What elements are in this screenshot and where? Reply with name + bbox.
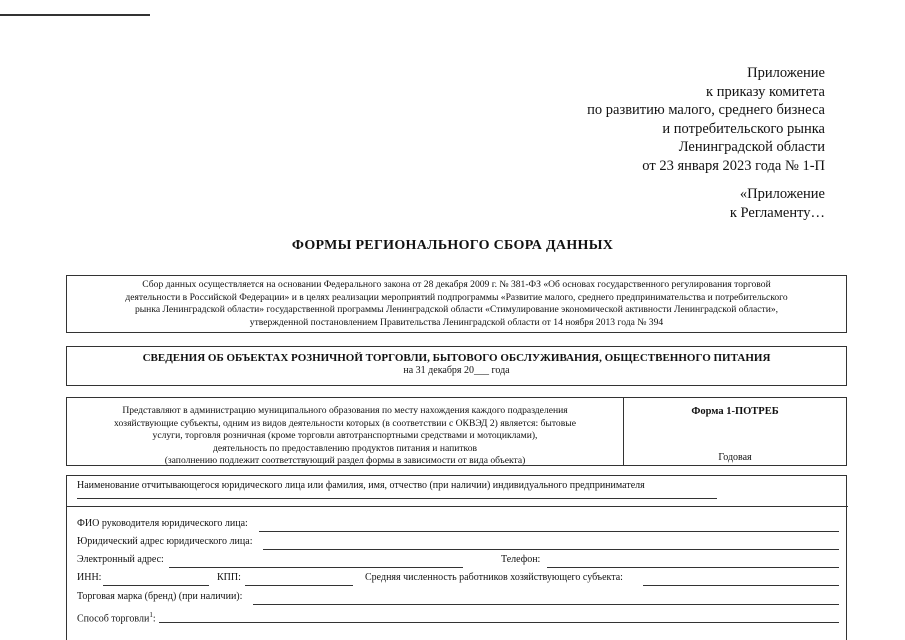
entity-name-label: Наименование отчитывающегося юридического лица или фамилия, имя, отчество (при наличии) индивидуального предпринимателя [77,480,645,491]
basis-line: утвержденной постановлением Правительства Ленинградской области от 14 ноября 2013 года № 394 [249,316,664,328]
submit-line: услуги, торговля розничная (кроме торговли автотранспортными средствами и мотоциклами), [152,430,538,442]
submit-box [66,397,624,466]
kpp-label: КПП: [217,572,241,583]
legal-address-label: Юридический адрес юридического лица: [77,536,253,547]
trade-method-field[interactable] [159,622,839,623]
appendix-line: по развитию малого, среднего бизнеса [587,102,825,118]
trade-method-colon: : [152,613,156,625]
footnote-marker: 1 [149,611,153,619]
phone-field[interactable] [547,567,839,568]
divider [67,506,848,507]
basis-line: деятельности в Российской Федерации» и в целях реализации мероприятий подпрограммы «Развитие малого, среднего предпринимательства и потребительского [125,291,788,303]
form-name: Форма 1-ПОТРЕБ [691,406,779,417]
inn-field[interactable] [103,585,209,586]
submit-line: (заполнению подлежит соответствующий раздел формы в зависимости от вида объекта) [164,455,526,467]
respondent-form [66,475,847,640]
page-title: ФОРМЫ РЕГИОНАЛЬНОГО СБОРА ДАННЫХ [291,238,614,253]
appendix-line: к приказу комитета [706,83,825,100]
form-period: Годовая [718,452,752,463]
corner-mark [0,0,150,16]
employees-label: Средняя численность работников хозяйствующего субъекта: [365,572,623,583]
reglament-line: «Приложение [739,186,825,202]
form-id-box [623,397,847,466]
section-heading: СВЕДЕНИЯ ОБ ОБЪЕКТАХ РОЗНИЧНОЙ ТОРГОВЛИ, БЫТОВОГО ОБСЛУЖИВАНИЯ, ОБЩЕСТВЕННОГО ПИТАНИЯ [142,352,771,364]
trade-method-label [77,609,156,626]
director-label: ФИО руководителя юридического лица: [77,518,248,529]
email-field[interactable] [169,567,463,568]
brand-field[interactable] [253,604,839,605]
appendix-block [587,64,825,175]
reglament-block [730,185,825,222]
basis-line: Сбор данных осуществляется на основании Федерального закона от 28 декабря 2009 г. № 381-ФЗ «Об основах государственного регулирования торговой [142,279,771,290]
submit-line: Представляют в администрацию муниципального образования по месту нахождения каждого подразделения [122,405,568,416]
trade-method-text: Способ торговли [77,613,150,625]
employees-field[interactable] [643,585,839,586]
basis-line: рынка Ленинградской области» государственной программы Ленинградской области «Стимулирование экономической активности Ленинградской области», [134,304,779,316]
phone-label: Телефон: [501,554,541,565]
appendix-line: Приложение [747,65,825,81]
appendix-line: и потребительского рынка [662,120,825,137]
submit-line: деятельность по предоставлению продуктов питания и напитков [212,442,478,454]
basis-box [66,275,847,333]
submit-line: хозяйствующие субъекты, одним из видов деятельности которых (в соответствии с ОКВЭД 2) является: бытовые [114,417,576,429]
appendix-line: от 23 января 2023 года № 1-П [642,157,825,174]
entity-name-field[interactable] [77,498,717,499]
email-label: Электронный адрес: [77,554,164,565]
kpp-field[interactable] [245,585,353,586]
section-date: на 31 декабря 20___ года [403,365,510,376]
director-field[interactable] [259,531,839,532]
section-box [66,346,847,386]
brand-label: Торговая марка (бренд) (при наличии): [77,591,243,602]
legal-address-field[interactable] [263,549,839,550]
appendix-line: Ленинградской области [678,139,825,155]
reglament-line: к Регламенту… [729,204,825,221]
inn-label: ИНН: [77,572,102,583]
